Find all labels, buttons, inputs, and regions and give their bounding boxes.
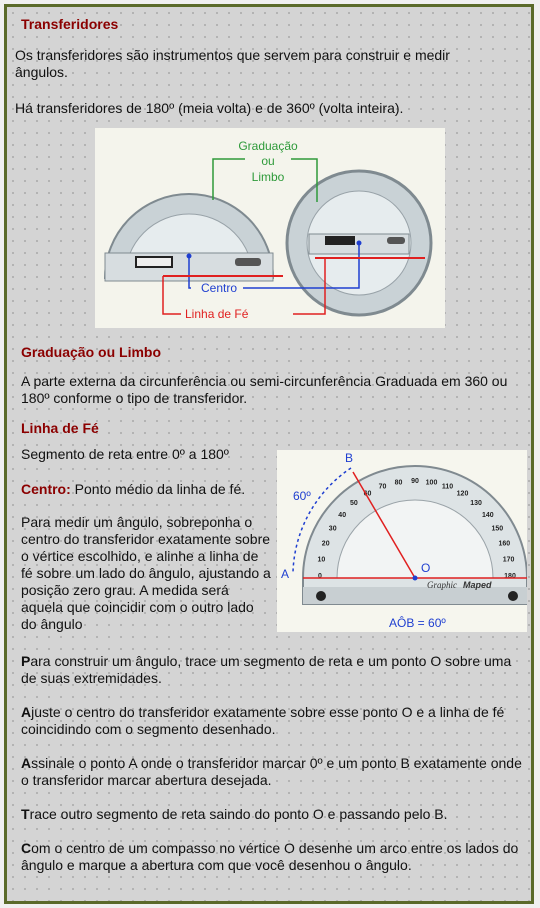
step-text: race outro segmento de reta saindo do ponto O e passando pelo B. (29, 806, 448, 822)
graduacao-text: A parte externa da circunferência ou semi-circunferência Graduada em 360 ou 180º conforme o tipo de transferidor. (21, 373, 508, 406)
step-paragraph (21, 755, 527, 789)
label-linha-de-fe: Linha de Fé (185, 307, 249, 321)
label-a: A (281, 567, 290, 581)
centro-paragraph (21, 481, 271, 498)
step-initial: T (21, 806, 30, 822)
step-paragraph (21, 653, 527, 687)
tick-label: 180 (504, 573, 516, 580)
angle-label: 60º (293, 489, 311, 503)
brand-maped: Maped (463, 580, 492, 590)
centro-text: Ponto médio da linha de fé. (70, 481, 246, 497)
heading-graduacao: Graduação ou Limbo (21, 344, 162, 360)
angle-figure (277, 450, 527, 632)
tick-label: 30 (328, 525, 337, 533)
step-text: ara construir um ângulo, trace um segmento de reta e um ponto O sobre uma de suas extremidades. (21, 653, 512, 686)
step-initial: C (21, 840, 32, 856)
tick-label: 90 (411, 478, 419, 485)
tick-label: 170 (502, 556, 515, 564)
tick-label: 0 (318, 573, 322, 580)
tick-label: 20 (321, 540, 330, 548)
step-initial: A (21, 755, 32, 771)
medir-paragraph: Para medir um ângulo, sobreponha o centro do transferidor exatamente sobre o vértice escolhido, e alinhe a linha de fé sobre um lado do ângulo, ajustando a posição zero grau. A medida será aquela que coincidir com o outro lado do ângulo (21, 514, 271, 632)
label-graduacao: Graduação (238, 139, 298, 153)
tick-label: 80 (394, 479, 403, 487)
step-initial: P (21, 653, 31, 669)
tick-label: 70 (378, 483, 387, 491)
tick-label: 60 (363, 490, 372, 498)
step-paragraph (21, 840, 527, 874)
label-o: O (421, 561, 431, 575)
step-text: juste o centro do transferidor exatamente sobre esse ponto O e a linha de fé coincidindo com o segmento desenhado. (21, 704, 505, 737)
linha-de-fe-text: Segmento de reta entre 0º a 180º (21, 446, 229, 462)
step-initial: A (21, 704, 32, 720)
tick-label: 100 (425, 479, 438, 487)
intro-paragraph-1: Os transferidores são instrumentos que servem para construir e medir ângulos. (15, 47, 450, 80)
page-title: Transferidores (21, 16, 119, 32)
protractors-illustration (95, 128, 445, 328)
step-text: om o centro de um compasso no vértice O desenhe um arco entre os lados do ângulo e marque a abertura com que você desenhou o ângulo. (21, 840, 519, 873)
heading-linha-de-fe: Linha de Fé (21, 420, 99, 436)
label-centro: Centro (201, 281, 238, 295)
angle-formula: AÔB = 60º (389, 616, 446, 630)
tick-label: 160 (498, 540, 511, 548)
protractors-figure (95, 128, 445, 328)
label-limbo: Limbo (251, 170, 285, 184)
tick-label: 10 (317, 556, 326, 564)
tick-label: 110 (441, 483, 454, 491)
intro-paragraph-2: Há transferidores de 180º (meia volta) e de 360º (volta inteira). (15, 100, 404, 116)
step-text: ssinale o ponto A onde o transferidor marcar 0º e um ponto B exatamente onde o transferidor marcar abertura desejada. (21, 755, 522, 788)
tick-label: 120 (456, 490, 469, 498)
angle-illustration (277, 450, 527, 632)
step-paragraph (21, 806, 527, 823)
tick-label: 40 (338, 511, 347, 519)
content-frame (4, 4, 534, 904)
label-ou: ou (261, 154, 275, 168)
tick-label: 130 (470, 500, 482, 508)
tick-label: 50 (350, 500, 358, 508)
label-b: B (345, 451, 354, 465)
centro-label: Centro: (21, 481, 71, 497)
step-paragraph (21, 704, 527, 738)
tick-label: 140 (481, 511, 494, 519)
tick-label: 150 (491, 525, 504, 533)
brand-graphic: Graphic (427, 580, 457, 590)
